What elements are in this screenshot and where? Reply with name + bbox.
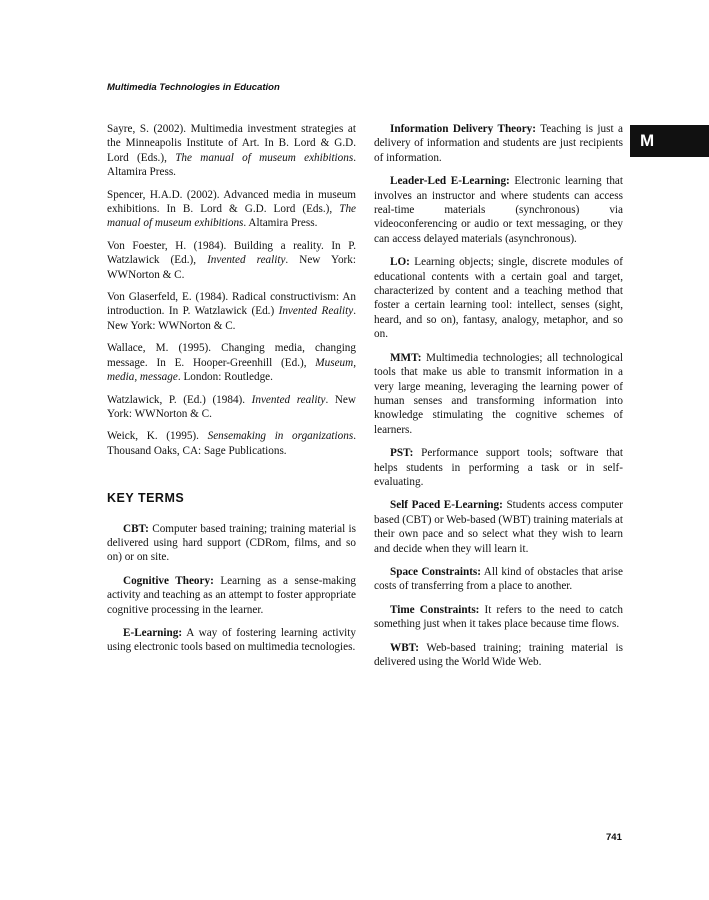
key-term: Information Delivery Theory: Teaching is just a delivery of information and students are just recipients of information. <box>374 123 623 164</box>
key-term: Cognitive Theory: Learning as a sense-making activity and teaching as an attempt to foster appropriate cognitive processing in the learner. <box>107 574 356 616</box>
key-term: MMT: Multimedia technologies; all technological tools that make us able to transmit information in a very large meaning, leveraging the learning power of human senses and transforming information into knowledge stimulating the cognitive schemes of learners. <box>374 351 623 436</box>
key-term: LO: Learning objects; single, discrete modules of educational contents with a certain goal and target, characterized by content and a teaching method that foster a certain learning tool: intellect, senses (sight, heard, and so on), fantasy, analogy, metaphor, and so on. <box>374 256 623 341</box>
key-term: WBT: Web-based training; training material is delivered using the World Wide Web. <box>374 641 623 668</box>
reference-entry: Von Foester, H. (1984). Building a reality. In P. Watzlawick (Ed.), Invented reality. New York: WWNorton & C. <box>107 239 356 281</box>
key-term: Time Constraints: It refers to the need to catch something just when it takes place because time flows. <box>374 603 623 631</box>
running-head: Multimedia Technologies in Education <box>107 82 280 93</box>
key-term: PST: Performance support tools; software that helps students in performing a task or in self-evaluating. <box>374 447 623 488</box>
key-term: CBT: Computer based training; training material is delivered using hard support (CDRom, films, and so on) or on site. <box>107 522 356 564</box>
reference-entry: Wallace, M. (1995). Changing media, changing message. In E. Hooper-Greenhill (Ed.), Museum, media, message. London: Routledge. <box>107 342 356 384</box>
reference-entry: Sayre, S. (2002). Multimedia investment strategies at the Minneapolis Institute of Art. In B. Lord & G.D. Lord (Eds.), The manual of museum exhibitions. Altamira Press. <box>107 123 356 179</box>
right-column <box>374 122 623 678</box>
reference-entry: Spencer, H.A.D. (2002). Advanced media in museum exhibitions. In B. Lord & G.D. Lord (Eds.), The manual of museum exhibitions. Altamira Press. <box>107 188 356 230</box>
left-column <box>107 122 356 664</box>
key-term: E-Learning: A way of fostering learning activity using electronic tools based on multimedia tecnologies. <box>107 626 356 654</box>
key-term: Leader-Led E-Learning: Electronic learning that involves an instructor and where students can access real-time materials (synchronous) via videoconferencing or audio or text messaging, or they can access delayed materials (asynchronous). <box>374 175 623 245</box>
key-term: Self Paced E-Learning: Students access computer based (CBT) or Web-based (WBT) training materials at their own pace and so select what they wish to learn and decide when they will learn it. <box>374 499 623 555</box>
key-terms-heading: KEY TERMS <box>107 491 185 506</box>
reference-entry: Watzlawick, P. (Ed.) (1984). Invented reality. New York: WWNorton & C. <box>107 393 356 420</box>
reference-entry: Weick, K. (1995). Sensemaking in organizations. Thousand Oaks, CA: Sage Publications. <box>107 430 356 457</box>
reference-entry: Von Glaserfeld, E. (1984). Radical constructivism: An introduction. In P. Watzlawick (Ed.) Invented Reality. New York: WWNorton & C. <box>107 291 357 332</box>
section-tab: M <box>630 125 709 157</box>
page-number: 741 <box>606 832 622 843</box>
key-term: Space Constraints: All kind of obstacles that arise costs of transferring from a place to another. <box>374 565 624 593</box>
